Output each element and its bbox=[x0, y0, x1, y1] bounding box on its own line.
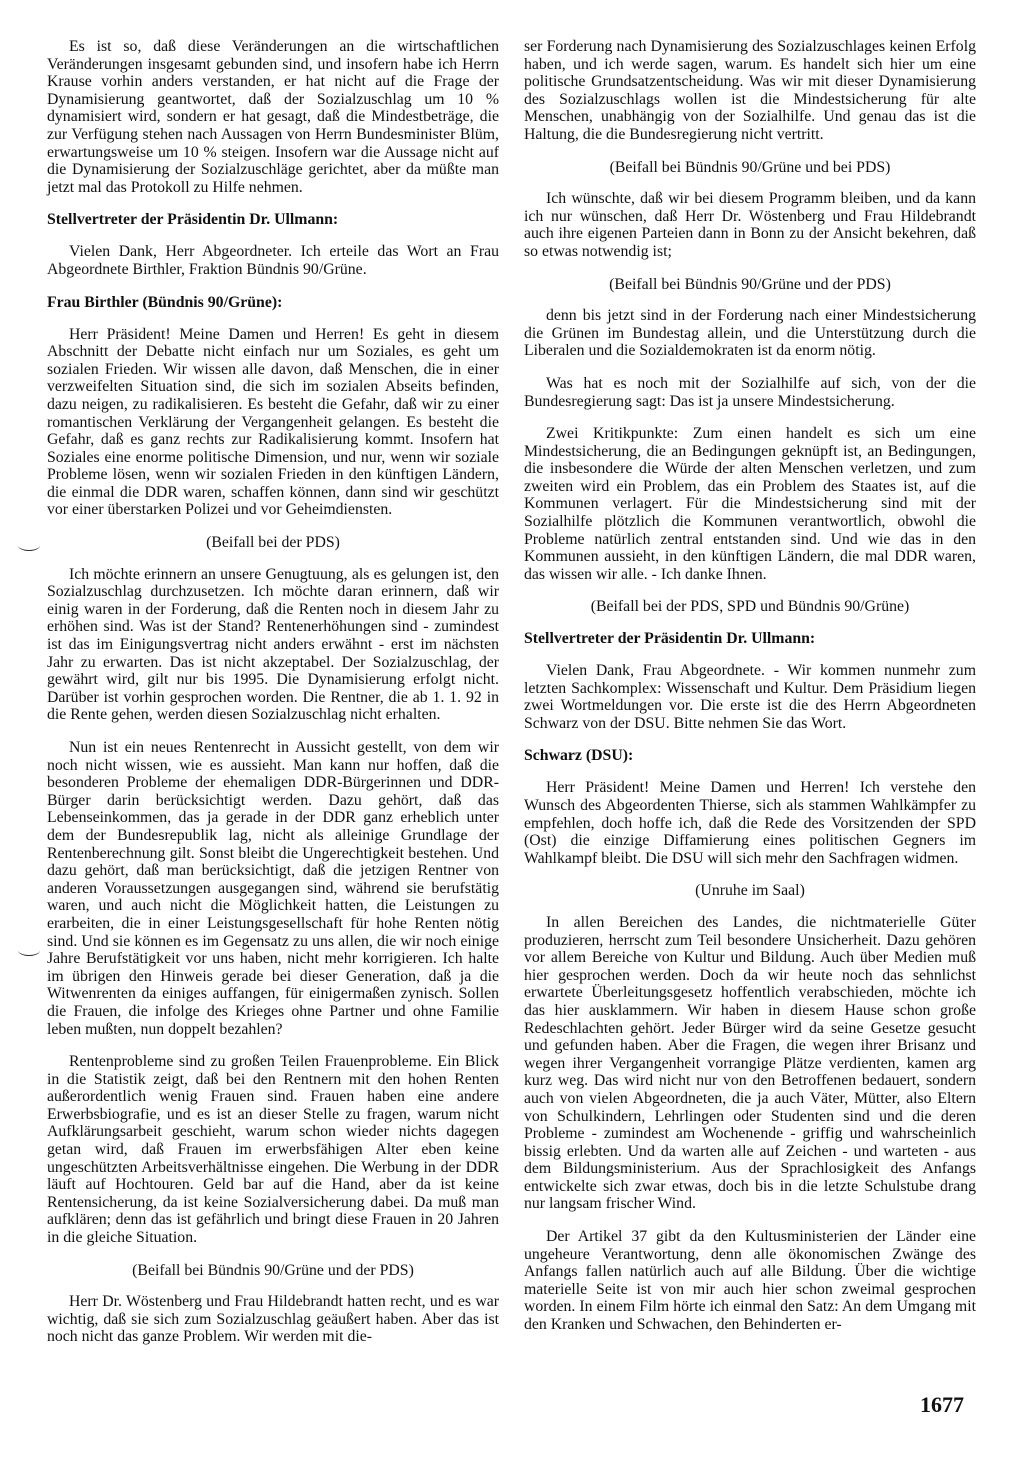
page-number: 1677 bbox=[920, 1392, 964, 1417]
margin-mark bbox=[18, 540, 40, 551]
speaker-heading: Frau Birthler (Bündnis 90/Grüne): bbox=[47, 293, 283, 311]
applause-note: (Beifall bei der PDS) bbox=[206, 534, 340, 552]
paragraph: Der Artikel 37 gibt da den Kultusministerien der Länder eine ungeheure Verantwortung, denn alle ökonomischen Zwänge des Anfangs fallen natürlich auch auf alle Bildung. Über die wichtige materielle Seite ist von mir auch hier schon zweimal gesprochen worden. In einem Film hörte ich einmal den Satz: An dem Umgang mit den Kranken und Schwachen, den Behinderten er- bbox=[524, 1228, 976, 1334]
right-column bbox=[524, 38, 976, 1349]
paragraph: Vielen Dank, Frau Abgeordnete. - Wir kommen nunmehr zum letzten Sachkomplex: Wissenschaft und Kultur. Dem Präsidium liegen zwei Wortmeldungen vor. Die erste ist die des Herrn Abgeordneten Schwarz von der DSU. Bitte nehmen Sie das Wort. bbox=[524, 662, 976, 732]
paragraph: In allen Bereichen des Landes, die nichtmaterielle Güter produzieren, herrscht zum Teil besondere Unsicherheit. Dazu gehören vor allem Bereiche von Kultur und Bildung. Auch über Medien muß hier gesprochen werden. Doch da wir heute noch das sehnlichst erwartete Überleitungsgesetz hoffentlich verabschieden, möchte ich das hier ausklammern. Wir haben in diesem Hause schon große Redeschlachten gehört. Jeder Bürger wird da seine Gesetze gesucht und gefunden haben. Aber die Fragen, die wegen ihrer Brisanz und wegen ihrer Vergangenheit vorrangige Plätze verdienten, kamen arg kurz weg. Das wird nicht nur von den Betroffenen bedauert, sondern auch von vielen Abgeordneten, die ja auch Väter, Mütter, also Eltern von Schulkindern, Lehrlingen oder Studenten sind und die deren Probleme - zumindest am Wochenende - griffig und wahrscheinlich bissig erlebten. Und da warten alle auf Zeichen - und warteten - aus dem Bildungsministerium. Aus der Sprachlosigkeit des Anfangs entwickelte sich zwar etwas, doch bis in die letzte Schulstube drang nur langsam frischer Wind. bbox=[524, 913, 976, 1213]
speaker-heading: Stellvertreter der Präsidentin Dr. Ullmann: bbox=[524, 630, 816, 648]
paragraph: Herr Dr. Wöstenberg und Frau Hildebrandt hatten recht, und es war wichtig, daß sie sich zum Sozialzuschlag geäußert haben. Aber das ist noch nicht das ganze Problem. Wir werden mit die- bbox=[47, 1293, 499, 1346]
speaker-heading: Schwarz (DSU): bbox=[524, 747, 634, 765]
applause-note: (Beifall bei Bündnis 90/Grüne und der PDS) bbox=[609, 275, 891, 293]
paragraph: Herr Präsident! Meine Damen und Herren! Es geht in diesem Abschnitt der Debatte nicht einfach nur um Soziales, es geht um sozialen Frieden. Wir wissen alle davon, daß Menschen, die in einer verzweifelten Situation sind, die sich im sozialen Abseits befinden, dazu neigen, zu radikalisieren. Es besteht die Gefahr, daß wir zu einer romantischen Verklärung der Vergangenheit gelangen. Es besteht die Gefahr, daß es ganz rechts zur Radikalisierung kommt. Insofern hat Soziales eine enorme politische Dimension, und nur, wenn wir soziale Probleme lösen, wenn wir sozialen Frieden in den künftigen Ländern, die einmal die DDR waren, schaffen können, dann sind wir geschützt vor einer überstarken Polizei und vor Geheimdiensten. bbox=[47, 325, 499, 519]
margin-mark bbox=[18, 945, 40, 956]
paragraph: Herr Präsident! Meine Damen und Herren! Ich verstehe den Wunsch des Abgeordenten Thierse, sich als stammen Wahlkämpfer zu empfehlen, doch hoffe ich, daß die Rede des Vorsitzenden der SPD (Ost) die einzige Diffamierung eines politischen Gegners im Wahlkampf bleibt. Die DSU will sich mehr den Sachfragen widmen. bbox=[524, 779, 976, 867]
paragraph: Ich möchte erinnern an unsere Genugtuung, als es gelungen ist, den Sozialzuschlag durchzusetzen. Ich möchte daran erinnern, daß wir einig waren in der Forderung, daß die Renten noch in diesem Jahr zu erhöhen sind. Was ist der Stand? Rentenerhöhungen sind - zumindest ist das im Einigungsvertrag nicht anders erwähnt - erst im nächsten Jahr zu erwarten. Das ist nicht akzeptabel. Der Sozialzuschlag, der gewährt wird, gilt nur bis 1995. Die Dynamisierung erfolgt nicht. Darüber ist vorhin gesprochen worden. Die Rentner, die ab 1. 1. 92 in die Rente gehen, werden diesen Sozialzuschlag nicht erhalten. bbox=[47, 565, 499, 724]
paragraph: Was hat es noch mit der Sozialhilfe auf sich, von der die Bundesregierung sagt: Das ist ja unsere Mindestsicherung. bbox=[524, 374, 976, 410]
paragraph: Ich wünschte, daß wir bei diesem Programm bleiben, und da kann ich nur wünschen, daß Herr Dr. Wöstenberg und Frau Hildebrandt auch ihre eigenen Parteien dann in Bonn zu der Ansicht bekehren, daß so etwas notwendig ist; bbox=[524, 190, 976, 260]
paragraph: Vielen Dank, Herr Abgeordneter. Ich erteile das Wort an Frau Abgeordnete Birthler, Fraktion Bündnis 90/Grüne. bbox=[47, 243, 499, 278]
applause-note: (Unruhe im Saal) bbox=[695, 882, 805, 900]
applause-note: (Beifall bei Bündnis 90/Grüne und der PDS) bbox=[132, 1261, 414, 1279]
paragraph: denn bis jetzt sind in der Forderung nach einer Mindestsicherung die Grünen im Bundestag allein, und die Unterstützung durch die Liberalen und die Sozialdemokraten ist da enorm nötig. bbox=[524, 307, 976, 360]
paragraph: ser Forderung nach Dynamisierung des Sozialzuschlages keinen Erfolg haben, und ich werde sagen, warum. Es handelt sich hier um eine politische Grundsatzentscheidung. Was wir mit dieser Dynamisierung des Sozialzuschlags wollen ist die Mindestsicherung für alte Menschen, unabhängig von der Sozialhilfe. Und genau das ist die Haltung, die die Bundesregierung nicht vertritt. bbox=[524, 38, 976, 143]
paragraph: Nun ist ein neues Rentenrecht in Aussicht gestellt, von dem wir noch nicht wissen, wie es aussieht. Man kann nur hoffen, daß die besonderen Probleme der ehemaligen DDR-Bürgerinnen und DDR-Bürger darin berücksichtigt werden. Dazu gehört, daß das Lebenseinkommen, das ja gerade in der DDR ganz erheblich unter dem der Bundesrepublik lag, nicht als alleinige Grundlage der Rentenberechnung gilt. Sonst bleibt die Ungerechtigkeit bestehen. Und dazu gehört, daß man berücksichtigt, daß die jetzigen Rentner von anderen Voraussetzungen ausgegangen sind, während sie berufstätig waren, und auch nicht die Möglichkeit hatten, die Leistungen zu erarbeiten, die in einer Leistungsgesellschaft für hohe Renten nötig sind. Und sie können es im Gegensatz zu uns allen, die wir noch einige Jahre Berufstätigkeit vor uns haben, nicht mehr korrigieren. Ich halte im übrigen den Hinweis gerade bei dieser Generation, daß ja die Witwenrenten da einiges auffangen, für einigermaßen zynisch. Sollen die Frauen, die infolge des Krieges ohne Partner und ohne Familie leben mußten, nun doppelt bezahlen? bbox=[47, 739, 499, 1038]
applause-note: (Beifall bei Bündnis 90/Grüne und bei PDS) bbox=[609, 158, 891, 176]
speaker-heading: Stellvertreter der Präsidentin Dr. Ullmann: bbox=[47, 211, 339, 229]
paragraph: Zwei Kritikpunkte: Zum einen handelt es sich um eine Mindestsicherung, die an Bedingungen geknüpft ist, an Bedingungen, die insbesondere die Würde der alten Menschen verletzen, und zum zweiten wird ein Problem, das ein Problem des Staates ist, auf die Kommunen verlagert. Für die Mindestsicherung sind mit der Sozialhilfe plötzlich die Kommunen verantwortlich, obwohl die Probleme natürlich zentral entstanden sind. Und wie das in den Kommunen aussieht, in den künftigen Ländern, die mal DDR waren, das wissen wir alle. - Ich danke Ihnen. bbox=[524, 425, 976, 583]
applause-note: (Beifall bei der PDS, SPD und Bündnis 90/Grüne) bbox=[590, 598, 910, 616]
left-column bbox=[47, 38, 499, 1361]
paragraph: Rentenprobleme sind zu großen Teilen Frauenprobleme. Ein Blick in die Statistik zeigt, daß bei den Rentnern mit den hohen Renten außerordentlich wenig Frauen sind. Frauen haben eine andere Erwerbsbiografie, und es ist an dieser Stelle zu fragen, warum nicht Aufklärungsarbeit geschieht, warum schon wieder nichts dagegen getan wird, daß Frauen im erwerbsfähigen Alter eben keine ungeschützten Arbeitsverhältnisse eingehen. Die Werbung in der DDR läuft auf Hochtouren. Geld bar auf die Hand, aber da ist keine Rentensicherung, da ist keine Sozialversicherung dabei. Da muß man aufklären; denn das ist gefährlich und bringt diese Frauen in 20 Jahren in die gleiche Situation. bbox=[47, 1053, 499, 1247]
paragraph: Es ist so, daß diese Veränderungen an die wirtschaftlichen Veränderungen insgesamt gebunden sind, und insofern habe ich Herrn Krause vorhin anders verstanden, er hat nicht auf die Frage der Dynamisierung geantwortet, daß der Sozialzuschlag um 10 % dynamisiert wird, sondern er hat gesagt, daß die Mindestbeträge, die zur Verfügung stehen nach Aussagen von Herrn Bundesminister Blüm, erwartungsweise um 10 % steigen. Insofern war die Aussage nicht auf die Dynamisierung der Sozialzuschläge gerichtet, aber da müßte man jetzt mal das Protokoll zu Hilfe nehmen. bbox=[47, 38, 499, 196]
